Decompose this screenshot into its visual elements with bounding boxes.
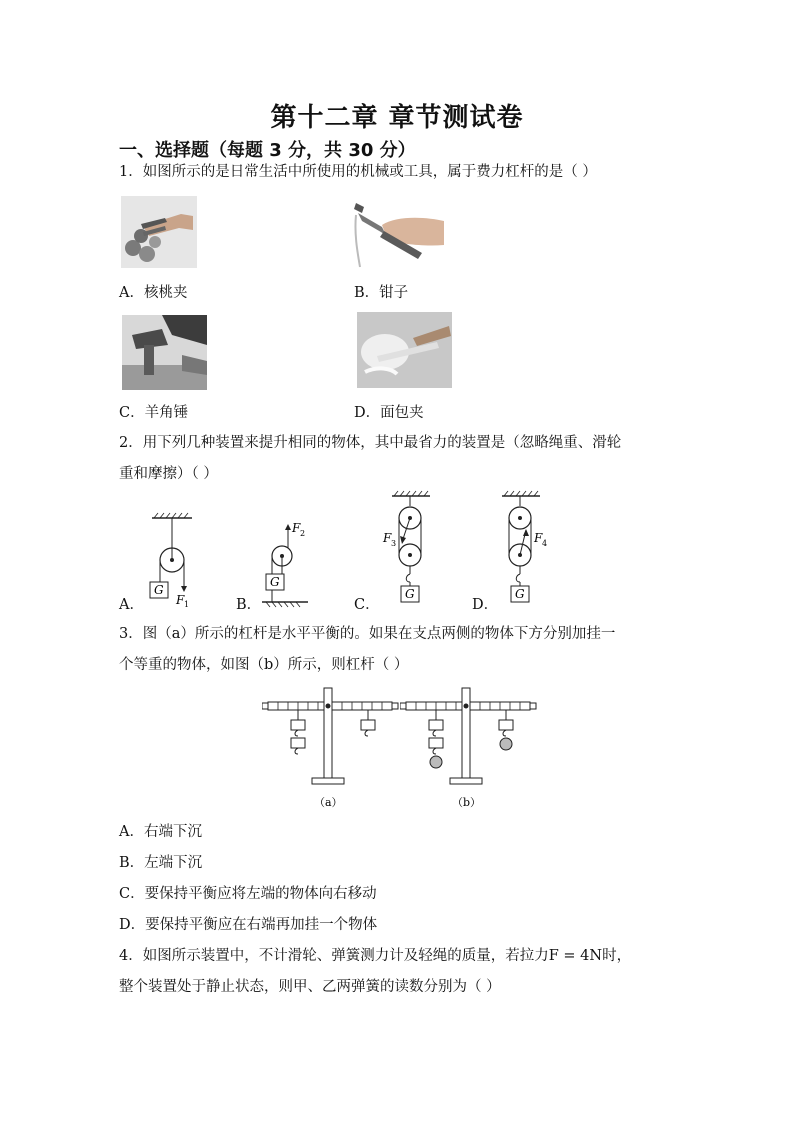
q1-option-a: A．核桃夹 <box>119 285 188 301</box>
q3-stem-line2: 个等重的物体，如图（b）所示，则杠杆（ ） <box>119 657 409 673</box>
figure-b-caption: （b） <box>452 796 482 809</box>
lever-diagram-a <box>262 686 400 814</box>
weight-label: G <box>154 583 164 597</box>
q3-option-b: B．左端下沉 <box>119 855 203 871</box>
q3-option-d: D．要保持平衡应在右端再加挂一个物体 <box>119 917 378 933</box>
section-heading: 一、选择题（每题 3 分，共 30 分） <box>119 140 416 161</box>
q1-option-b: B．钳子 <box>354 285 409 301</box>
q3-option-c: C．要保持平衡应将左端的物体向右移动 <box>119 886 377 902</box>
pliers-photo <box>352 195 447 268</box>
svg-text:F: F <box>176 593 185 607</box>
svg-text:F: F <box>292 521 301 535</box>
q2-stem-line2: 重和摩擦）（ ） <box>119 466 218 482</box>
svg-text:F: F <box>383 531 392 545</box>
q2-option-c: C． <box>354 597 380 613</box>
svg-text:3: 3 <box>391 539 397 548</box>
pulley-block-diagram-d <box>492 490 552 608</box>
q2-option-b: B． <box>236 597 262 613</box>
q1-option-d: D．面包夹 <box>354 405 424 421</box>
figure-a-caption: （a） <box>314 796 343 809</box>
bread-tongs-photo <box>357 312 452 388</box>
q3-option-a: A．右端下沉 <box>119 824 202 840</box>
svg-text:1: 1 <box>184 600 190 609</box>
walnut-cracker-photo <box>121 196 197 268</box>
q2-stem-line1: 2．用下列几种装置来提升相同的物体，其中最省力的装置是（忽略绳重、滑轮 <box>119 435 622 451</box>
q1-option-c: C．羊角锤 <box>119 405 189 421</box>
claw-hammer-photo <box>122 315 207 390</box>
svg-text:F: F <box>534 531 543 545</box>
movable-pulley-diagram-b <box>258 518 318 610</box>
q1-stem: 1．如图所示的是日常生活中所使用的机械或工具，属于费力杠杆的是（ ） <box>119 164 597 180</box>
svg-text:G: G <box>405 587 415 601</box>
svg-text:2: 2 <box>300 529 306 538</box>
q4-stem-line2: 整个装置处于静止状态，则甲、乙两弹簧的读数分别为（ ） <box>119 979 501 995</box>
q2-option-d: D． <box>472 597 499 613</box>
q2-option-a: A． <box>119 597 144 613</box>
svg-text:4: 4 <box>542 539 548 548</box>
pulley-block-diagram-c <box>380 490 440 608</box>
svg-text:G: G <box>270 575 280 589</box>
q3-stem-line1: 3．图（a）所示的杠杆是水平平衡的。如果在支点两侧的物体下方分别加挂一 <box>119 626 616 642</box>
lever-diagram-b <box>400 686 538 814</box>
svg-text:G: G <box>515 587 525 601</box>
fixed-pulley-diagram-a <box>140 510 200 610</box>
page-title: 第十二章 章节测试卷 <box>270 103 524 133</box>
q4-stem-line1: 4．如图所示装置中，不计滑轮、弹簧测力计及轻绳的质量，若拉力F = 4N时， <box>119 948 632 964</box>
